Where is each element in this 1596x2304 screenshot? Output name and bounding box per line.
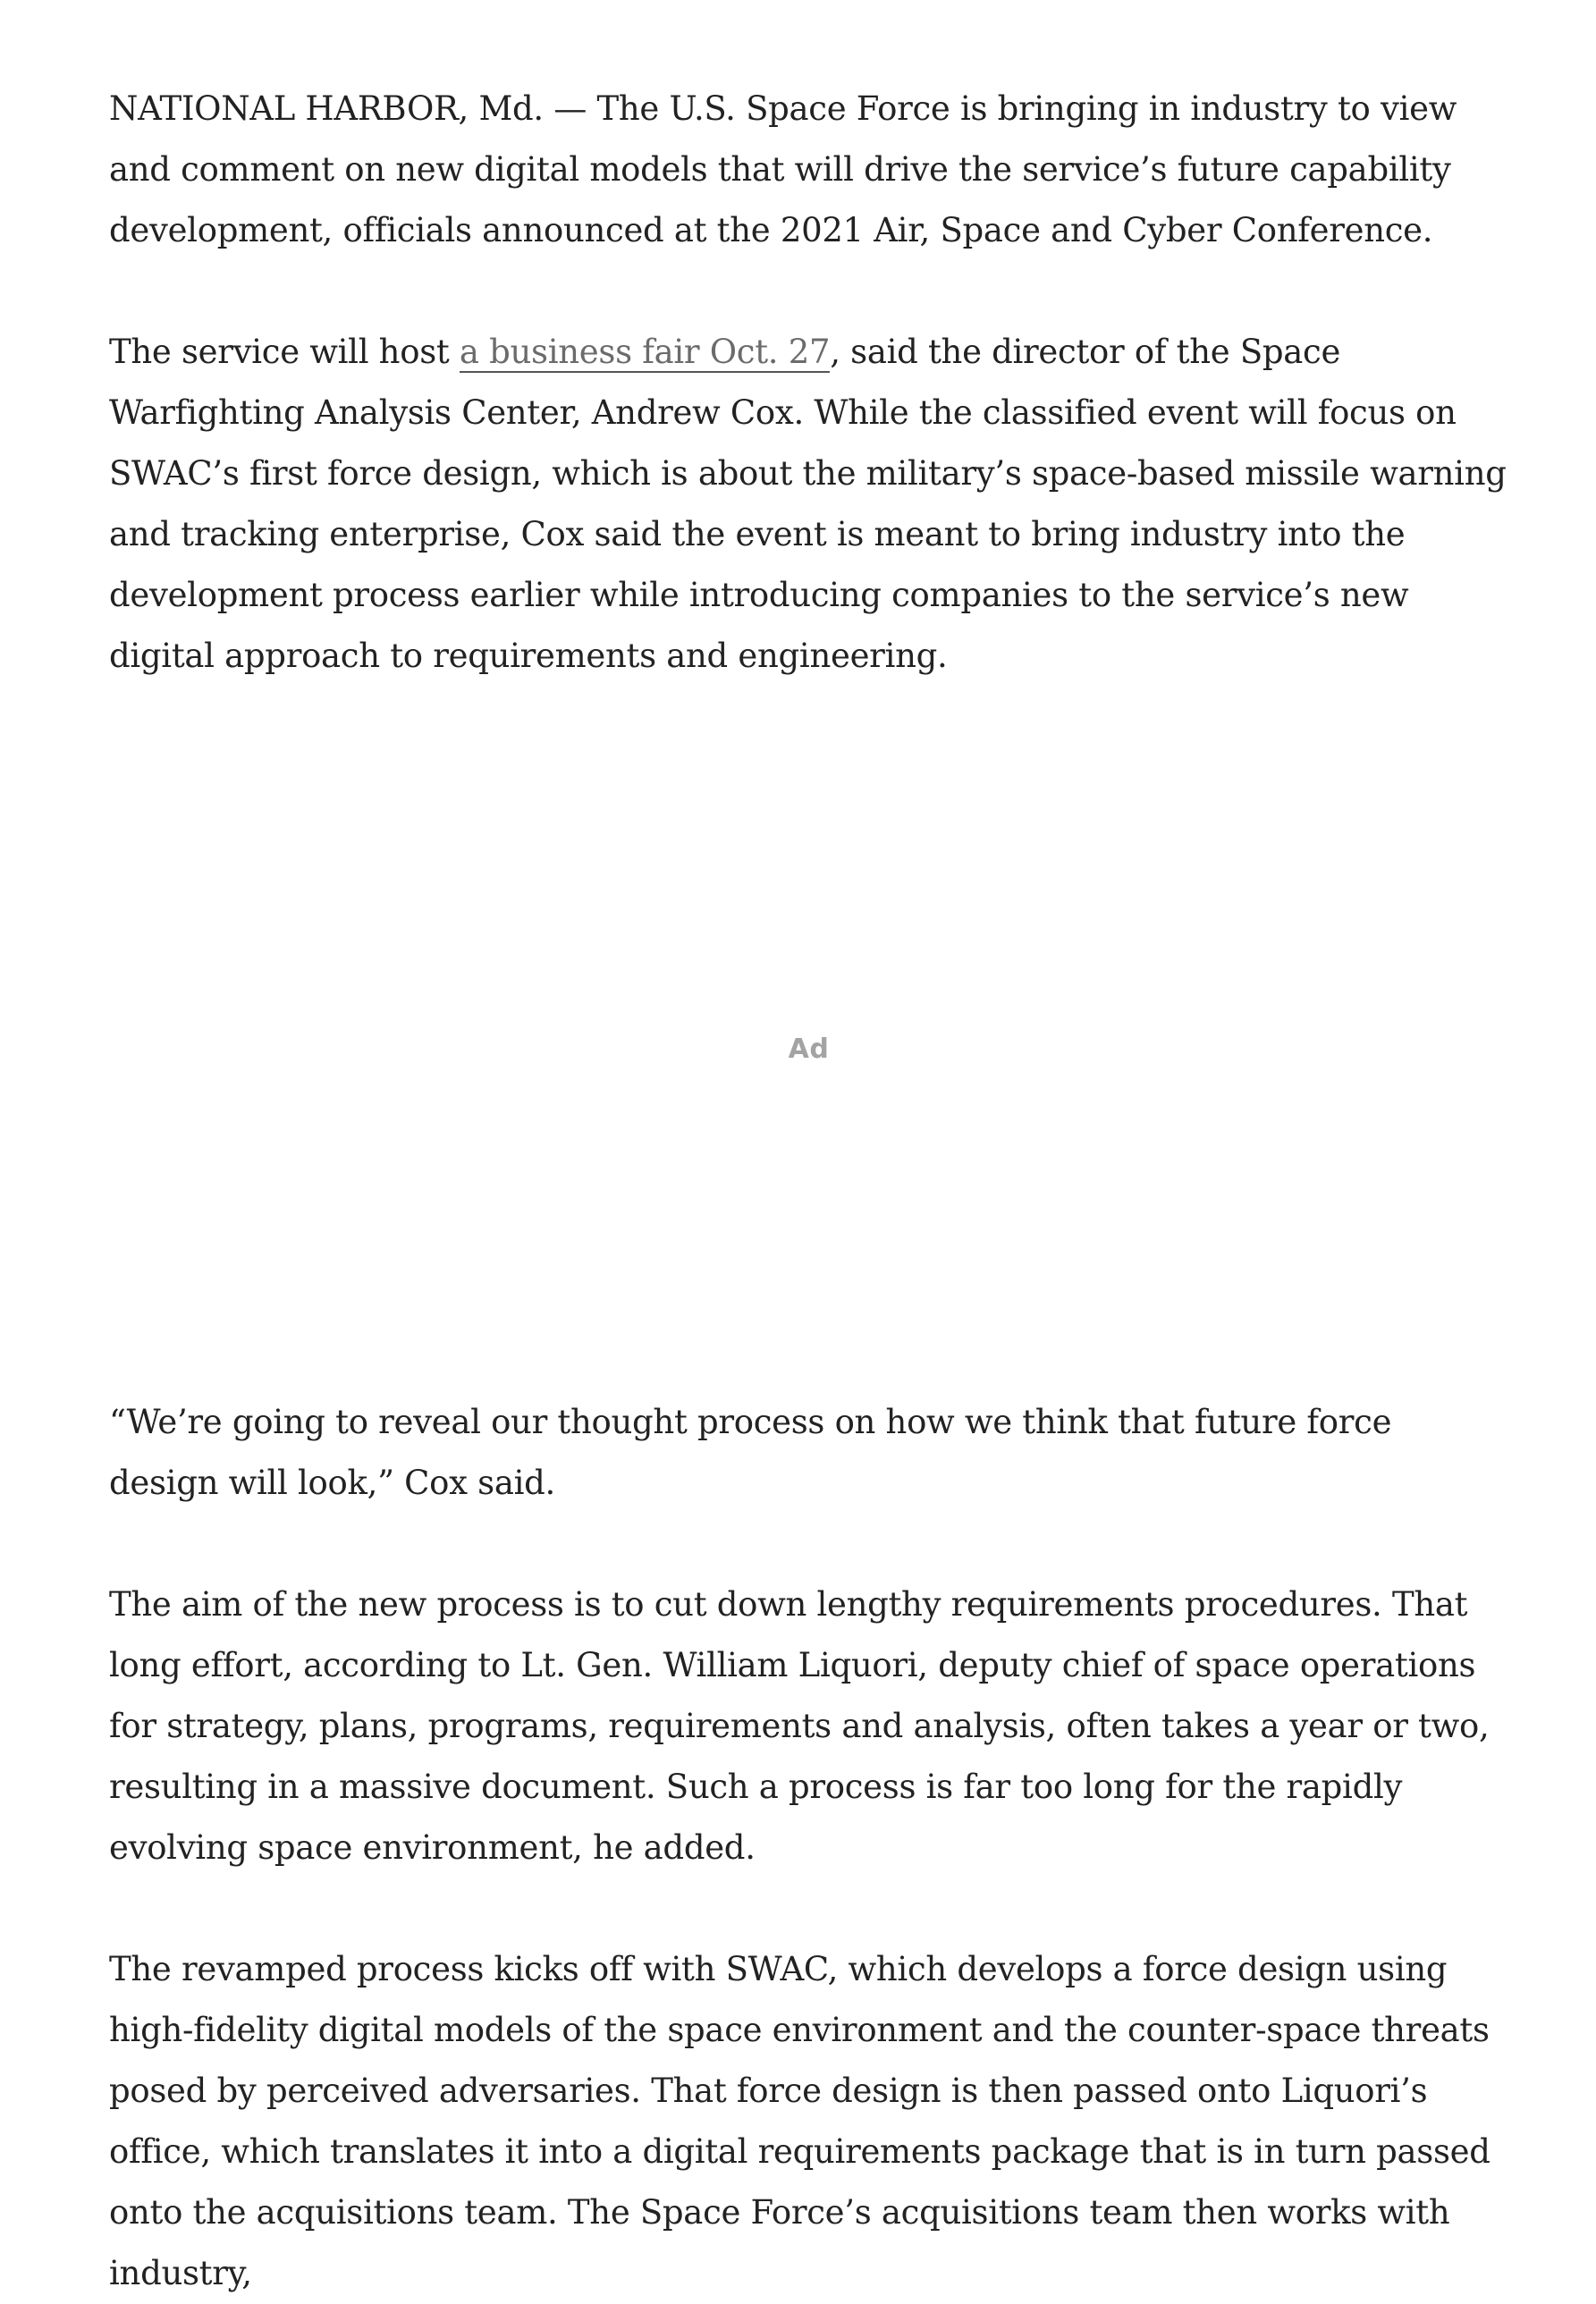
article-paragraph-2 (109, 322, 1508, 687)
article-paragraph-4: The aim of the new process is to cut down lengthy requirements procedures. That long effort, according to Lt. Gen. William Liquori, deputy chief of space operations for strategy, plans, programs, requirements and analysis, often takes a year or two, resulting in a massive document. Such a process is far too long for the rapidly evolving space environment, he added. (109, 1585, 1490, 1867)
business-fair-link[interactable]: a business fair Oct. 27 (459, 333, 831, 371)
article-paragraph-3: “We’re going to reveal our thought process on how we think that future force design will look,” Cox said. (109, 1403, 1392, 1502)
article-paragraph-1: NATIONAL HARBOR, Md. — The U.S. Space Force is bringing in industry to view and comment on new digital models that will drive the service’s future capability development, officials announced at the 2021 Air, Space and Cyber Conference. (109, 89, 1457, 249)
article-body (109, 79, 1508, 2304)
paragraph-2-trailing-text: , said the director of the Space Warfighting Analysis Center, Andrew Cox. While the classified event will focus on SWAC’s first force design, which is about the military’s space-based missile warning and tracking enterprise, Cox said the event is meant to bring industry into the development process earlier while introducing companies to the service’s new digital approach to requirements and engineering. (109, 333, 1507, 675)
advertisement-slot (109, 747, 1508, 1331)
ad-label: Ad (788, 1034, 830, 1065)
paragraph-2-lead-text: The service will host (109, 333, 460, 371)
article-paragraph-5: The revamped process kicks off with SWAC, which develops a force design using high-fidelity digital models of the space environment and the counter-space threats posed by perceived adversaries. That force design is then passed onto Liquori’s office, which translates it into a digital requirements package that is in turn passed onto the acquisitions team. The Space Force’s acquisitions team then works with industry, (109, 1950, 1490, 2292)
